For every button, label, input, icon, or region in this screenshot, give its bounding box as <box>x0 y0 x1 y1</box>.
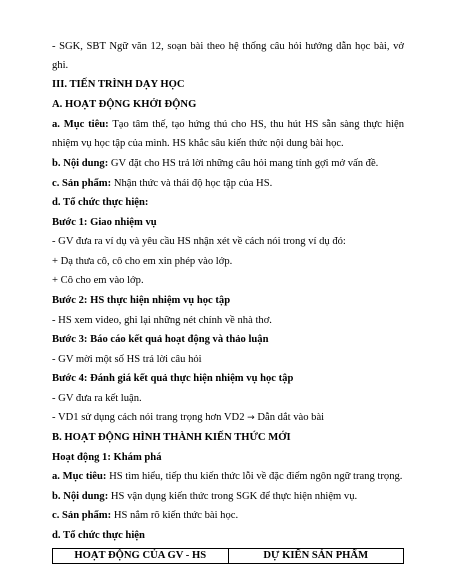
activity-content-line <box>52 490 404 503</box>
activity-content-text: HS vận dụng kiến thức trong SGK để thực hiện nhiệm vụ. <box>108 491 358 502</box>
table-header-row <box>53 549 404 564</box>
activity-objective-line <box>52 470 404 483</box>
activity-product-label: c. Sản phẩm: <box>52 510 112 521</box>
conclusion-line <box>52 411 404 425</box>
table-header-expected-product: DỰ KIẾN SẢN PHẨM <box>228 549 404 564</box>
table-header-teacher-student: HOẠT ĐỘNG CỦA GV - HS <box>53 549 229 564</box>
objective-line-cont: nhiệm vụ học tập của mình. HS khắc sâu kiến thức nội dung bài học. <box>52 138 344 149</box>
materials-line-cont: ghi. <box>52 60 69 71</box>
activity-objective-label: a. Mục tiêu: <box>52 471 107 482</box>
organization-heading: d. Tổ chức thực hiện: <box>52 197 149 208</box>
activity-content-label: b. Nội dung: <box>52 491 109 502</box>
activity-table <box>52 548 404 564</box>
step-3-heading: Bước 3: Báo cáo kết quả hoạt động và thảo luận <box>52 334 269 345</box>
activity-organization-heading: d. Tổ chức thực hiện <box>52 530 145 541</box>
conclusion-text: - VD1 sử dụng cách nói trang trọng hơn VD2 <box>52 412 248 423</box>
product-label: c. Sản phẩm: <box>52 178 112 189</box>
step-4-text: - GV đưa ra kết luận. <box>52 393 142 404</box>
objective-line <box>52 118 404 131</box>
step-4-heading: Bước 4: Đánh giá kết quả thực hiện nhiệm vụ học tập <box>52 373 294 384</box>
step-1-text: - GV đưa ra ví dụ và yêu cầu HS nhận xét về cách nói trong ví dụ đó: <box>52 236 346 247</box>
content-text: GV đặt cho HS trả lời những câu hỏi mang tính gợi mở vấn đề. <box>108 158 379 169</box>
objective-label: a. Mục tiêu: <box>52 119 109 130</box>
activity-product-text: HS nắm rõ kiến thức bài học. <box>111 510 239 521</box>
activity-objective-text: HS tìm hiểu, tiếp thu kiến thức lỗi về đặc điểm ngôn ngữ trang trọng. <box>106 471 403 482</box>
activity-1-heading: Hoạt động 1: Khám phá <box>52 452 162 463</box>
conclusion-tail: Dẫn dắt vào bài <box>254 412 325 423</box>
example-1: + Dạ thưa cô, cô cho em xin phép vào lớp. <box>52 256 233 267</box>
section-heading-iii: III. TIẾN TRÌNH DẠY HỌC <box>52 79 185 90</box>
product-text: Nhận thức và thái độ học tập của HS. <box>111 178 273 189</box>
activity-product-line <box>52 509 404 522</box>
step-3-text: - GV mời một số HS trả lời câu hỏi <box>52 354 202 365</box>
step-2-heading: Bước 2: HS thực hiện nhiệm vụ học tập <box>52 295 231 306</box>
section-heading-a: A. HOẠT ĐỘNG KHỞI ĐỘNG <box>52 99 197 110</box>
step-1-heading: Bước 1: Giao nhiệm vụ <box>52 217 157 228</box>
content-line <box>52 157 404 170</box>
materials-line: - SGK, SBT Ngữ văn 12, soạn bài theo hệ thống câu hỏi hướng dẫn học bài, vở <box>52 41 404 52</box>
step-2-text: - HS xem video, ghi lại những nét chính về nhà thơ. <box>52 315 272 326</box>
example-2: + Cô cho em vào lớp. <box>52 275 144 286</box>
objective-text: Tạo tâm thế, tạo hứng thú cho HS, thu hút HS sẵn sàng thực hiện <box>108 119 404 130</box>
section-heading-b: B. HOẠT ĐỘNG HÌNH THÀNH KIẾN THỨC MỚI <box>52 432 291 443</box>
product-line <box>52 177 404 190</box>
arrow-right-icon: → <box>247 413 255 423</box>
content-label: b. Nội dung: <box>52 158 109 169</box>
